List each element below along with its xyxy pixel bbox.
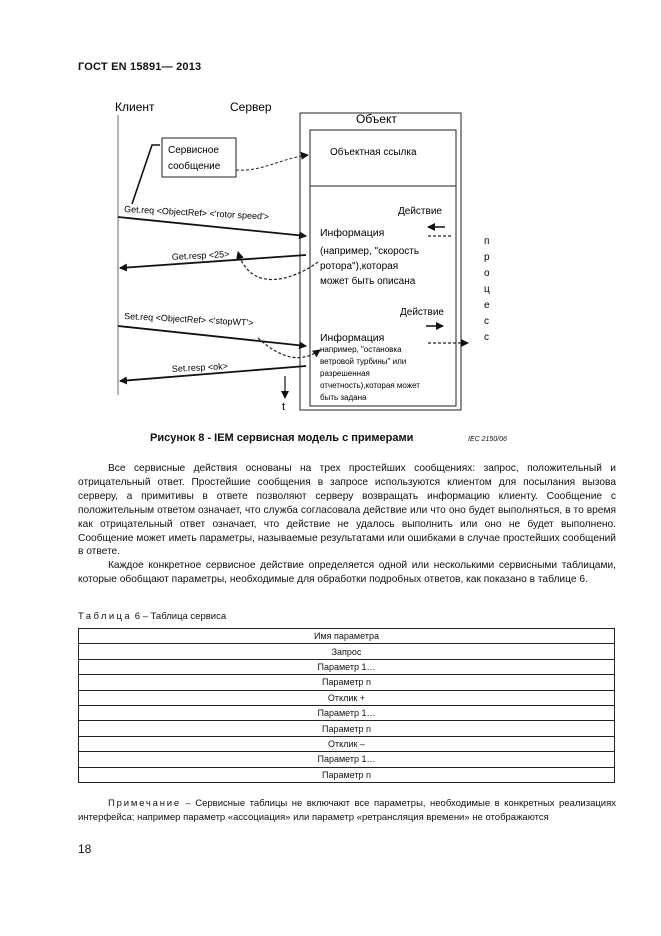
table-cell: Имя параметра xyxy=(79,629,615,644)
table-caption-label: Таблица xyxy=(78,611,133,622)
info-2-title: Информация xyxy=(320,332,385,344)
table-cell: Параметр 1… xyxy=(79,705,615,720)
info-1-line-4: может быть описана xyxy=(320,276,416,287)
process-letter-4: ц xyxy=(484,284,490,295)
process-letter-7: с xyxy=(484,332,489,343)
object-ref-label: Объектная ссылка xyxy=(330,147,417,158)
server-label: Сервер xyxy=(230,100,272,114)
info-1-line-3: ротора"),которая xyxy=(320,261,399,272)
table-row xyxy=(79,767,615,782)
table-cell: Параметр 1… xyxy=(79,659,615,674)
table-row xyxy=(79,705,615,720)
action-2-label: Действие xyxy=(400,307,444,318)
process-letter-5: е xyxy=(484,300,490,311)
table-row xyxy=(79,690,615,705)
figure-caption: Рисунок 8 - IEM сервисная модель с примерами xyxy=(150,432,414,444)
info-2-line-5: быть задана xyxy=(320,393,367,402)
info-2-line-4: отчетность),которая может xyxy=(320,381,420,390)
note xyxy=(78,797,616,824)
set-resp-label: Set.resp <ok> xyxy=(171,361,229,374)
paragraph-1 xyxy=(78,462,616,559)
document-header: ГОСТ EN 15891— 2013 xyxy=(78,61,202,73)
object-label: Объект xyxy=(356,112,397,126)
iec-reference: IEC 2150/06 xyxy=(468,436,507,443)
table-cell: Параметр n xyxy=(79,767,615,782)
info-2-line-2: ветровой турбины" или xyxy=(320,357,407,366)
get-req-arrow xyxy=(118,217,306,236)
dashed-info-link-2 xyxy=(258,338,320,358)
table-cell: Параметр n xyxy=(79,721,615,736)
set-req-arrow xyxy=(118,326,306,346)
table-cell: Параметр n xyxy=(79,675,615,690)
process-letter-2: р xyxy=(484,252,490,263)
action-1-label: Действие xyxy=(398,206,442,217)
info-2-line-1: например, "остановка xyxy=(320,345,402,354)
info-1-line-1: Информация xyxy=(320,227,385,239)
table-caption-title: 6 – Таблица сервиса xyxy=(132,611,227,622)
table-row xyxy=(79,644,615,659)
client-label: Клиент xyxy=(115,100,155,114)
page-number: 18 xyxy=(78,842,92,856)
table-row xyxy=(79,659,615,674)
process-letter-3: о xyxy=(484,268,490,279)
paragraph-1-text: Все сервисные действия основаны на трех простейших сообщениях: запрос, положительный и отрицательный ответ. Простейшие сообщения в запросе используются клиентом для посылания вызова серверу, а примитивы в ответе позволяют серверу возвращать информацию клиенту. Сообщение с положительным ответом означает, что служба согласовала действие или что оно будет выполняться, в то время как отрицательный ответ означает, что действие не удалось выполнить или оно не будет выполнено. Сообщение может иметь параметры, называемые результатами или ошибками в случае простейших сообщений в ответе. xyxy=(78,463,616,558)
service-message-line-2: сообщение xyxy=(168,161,221,172)
table-cell: Отклик – xyxy=(79,736,615,751)
process-letter-6: с xyxy=(484,316,489,327)
paragraph-2-text: Каждое конкретное сервисное действие определяется одной или несколькими сервисными таблицами, которые обобщают параметры, необходимые для обработки подробных ответов, как показано в таблице 6. xyxy=(78,560,616,585)
table-row xyxy=(79,629,615,644)
table-cell: Параметр 1… xyxy=(79,752,615,767)
process-letter-1: п xyxy=(484,236,490,247)
service-message-line-1: Сервисное xyxy=(168,145,219,156)
iem-service-model-diagram xyxy=(0,0,661,430)
paragraph-2 xyxy=(78,559,616,587)
note-text: – Сервисные таблицы не включают все параметры, необходимые в конкретных реализациях интерфейса; например параметр «ассоциация» или параметр «ретрансляция времени» не отображаются xyxy=(78,798,616,823)
table-cell: Запрос xyxy=(79,644,615,659)
callout-pointer xyxy=(132,145,160,204)
info-2-line-3: разрешенная xyxy=(320,369,370,378)
get-resp-label: Get.resp <25> xyxy=(171,248,230,262)
info-1-line-2: (например, "скорость xyxy=(320,246,420,257)
dashed-link-to-object-ref xyxy=(236,155,308,170)
note-label: Примечание xyxy=(108,798,181,809)
table-row xyxy=(79,736,615,751)
get-req-label: Get.req <ObjectRef> <'rotor speed'> xyxy=(123,204,270,222)
table-caption xyxy=(78,611,226,622)
set-req-label: Set.req <ObjectRef> <'stopWT'> xyxy=(123,311,254,328)
time-axis-label: t xyxy=(282,401,286,413)
service-table xyxy=(78,628,615,783)
table-row xyxy=(79,675,615,690)
table-row xyxy=(79,752,615,767)
table-row xyxy=(79,721,615,736)
table-cell: Отклик + xyxy=(79,690,615,705)
